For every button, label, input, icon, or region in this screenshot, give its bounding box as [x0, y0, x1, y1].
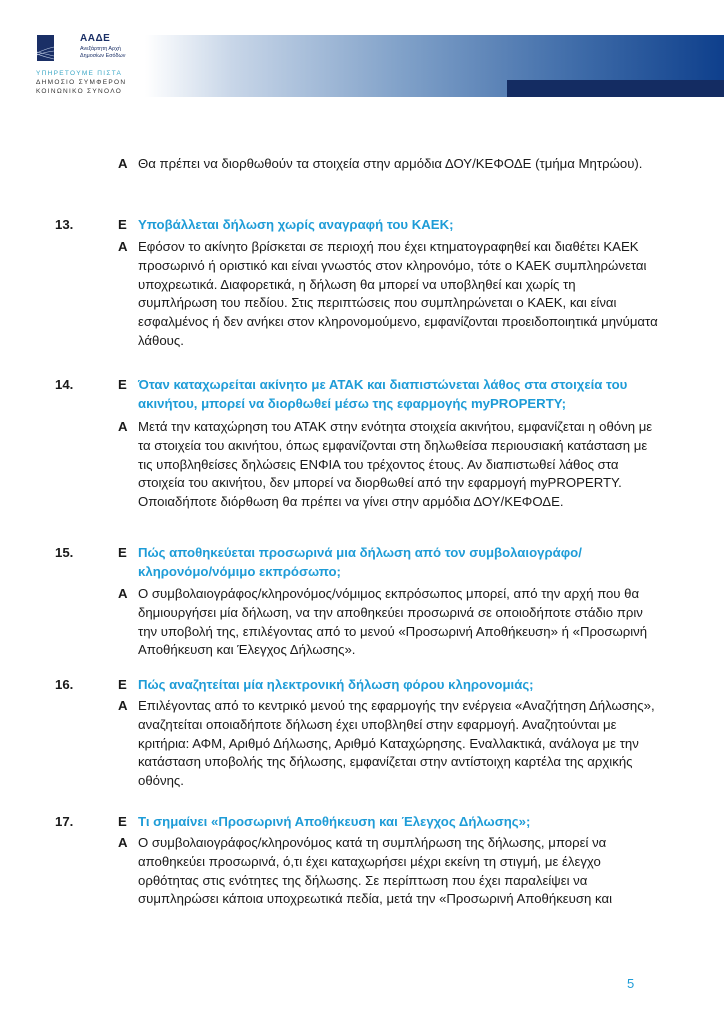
motto-line2: ΔΗΜΟΣΙΟ ΣΥΜΦΕΡΟΝ: [36, 79, 127, 86]
answer-tag: Α: [118, 156, 128, 171]
answer-text: Επιλέγοντας από το κεντρικό μενού της εφαρμογής την ενέργεια «Αναζήτηση Δήλωσης», αναζητείται οποιαδήποτε δήλωση έχει υποβληθεί στην εφαρμογή. Αναζητούνται με κριτήρια: ΑΦΜ, Αριθμό Δήλωσης, Αριθμό Καταχώρησης. Εναλλακτικά, ανάλογα με την κατάσταση υποβολής της δήλωσης, εμφανίζεται στην αντίστοιχη καρτέλα της αρχικής οθόνης.: [138, 698, 655, 789]
question-tag: Ε: [118, 545, 127, 560]
answer-text: Θα πρέπει να διορθωθούν τα στοιχεία στην αρμόδια ΔΟΥ/ΚΕΦΟΔΕ (τμήμα Μητρώου).: [138, 156, 643, 171]
page-header: [0, 0, 724, 110]
answer-text: Ο συμβολαιογράφος/κληρονόμος/νόμιμος εκπρόσωπος μπορεί, από την αρχή που θα δημιουργήσει μία δήλωση, να την αποθηκεύει προσωρινά σε οποιοδήποτε στάδιο πριν την υποβολή της, επιλέγοντας από το μενού «Προσωρινή Αποθήκευση» ή «Προσωρινή Αποθήκευση και Έλεγχος Δήλωσης».: [138, 586, 648, 658]
question-text: Όταν καταχωρείται ακίνητο με ΑΤΑΚ και διαπιστώνεται λάθος στα στοιχεία του ακινήτου, μπορεί να διορθωθεί μέσω της εφαρμογής myPROPERTY;: [138, 377, 628, 411]
question-tag: Ε: [118, 217, 127, 232]
answer-tag: Α: [118, 419, 128, 434]
motto: [36, 69, 126, 96]
answer-tag: Α: [118, 698, 128, 713]
page-number: 5: [627, 976, 635, 991]
question-number: 13.: [55, 217, 74, 232]
question-text: Υποβάλλεται δήλωση χωρίς αναγραφή του ΚΑΕΚ;: [138, 217, 454, 232]
question-tag: Ε: [118, 377, 127, 392]
question-tag: Ε: [118, 677, 127, 692]
answer-tag: Α: [118, 835, 128, 850]
logo-subtitle: [80, 46, 125, 60]
question-number: 16.: [55, 677, 74, 692]
question-text: Πώς αναζητείται μία ηλεκτρονική δήλωση φόρου κληρονομιάς;: [138, 677, 534, 692]
motto-line3: ΚΟΙΝΩΝΙΚΟ ΣΥΝΟΛΟ: [36, 88, 123, 95]
logo-subtitle-line2: Δημοσίων Εσόδων: [80, 53, 126, 59]
header-banner-bar: [507, 80, 724, 97]
answer-tag: Α: [118, 239, 128, 254]
aade-logo-icon: [37, 35, 54, 61]
question-number: 17.: [55, 814, 74, 829]
question-tag: Ε: [118, 814, 127, 829]
answer-text: Εφόσον το ακίνητο βρίσκεται σε περιοχή που έχει κτηματογραφηθεί και διαθέτει ΚΑΕΚ προσωρινό ή οριστικό και είναι γνωστός στον κληρονόμο, τότε ο ΚΑΕΚ συμπληρώνεται υποχρεωτικά. Διαφορετικά, η δήλωση θα μπορεί να υποβληθεί και χωρίς τη συμπλήρωση του πεδίου. Στις περιπτώσεις που συμπληρώνεται ο ΚΑΕΚ, και είναι εσφαλμένος ή δεν ανήκει στον κληρονομούμενο, εμφανίζονται προειδοποιητικά μηνύματα λάθους.: [138, 239, 658, 348]
question-number: 14.: [55, 377, 74, 392]
logo-name: ΑΑΔΕ: [80, 33, 111, 44]
answer-tag: Α: [118, 586, 128, 601]
answer-text: Μετά την καταχώρηση του ΑΤΑΚ στην ενότητα στοιχεία ακινήτου, εμφανίζεται η οθόνη με τα στοιχεία του ακινήτου, όπως εμφανίζονται στη δηλωθείσα περιουσιακή κατάσταση με τις υποβληθείσες δηλώσεις ΕΝΦΙΑ του τρέχοντος έτους. Αν διαπιστωθεί λάθος στα στοιχεία του ακινήτου, δεν μπορεί να διορθωθεί από την εφαρμογή myPROPERTY. Οποιαδήποτε διόρθωση θα πρέπει να γίνει στην αρμόδια ΔΟΥ/ΚΕΦΟΔΕ.: [138, 419, 653, 510]
motto-line1: ΥΠΗΡΕΤΟΥΜΕ ΠΙΣΤΑ: [36, 70, 123, 77]
question-text: Τι σημαίνει «Προσωρινή Αποθήκευση και Έλεγχος Δήλωσης»;: [138, 814, 531, 829]
answer-text: Ο συμβολαιογράφος/κληρονόμος κατά τη συμπλήρωση της δήλωσης, μπορεί να αποθηκεύει προσωρινά, ό,τι έχει καταχωρήσει μέχρι εκείνη τη στιγμή, με έλεγχο ορθότητας στις ενότητες της δήλωσης. Σε περίπτωση που έχει παραλείψει να συμπληρώσει κάποια υποχρεωτικά πεδία, μετά την «Προσωρινή Αποθήκευση και: [138, 835, 613, 907]
question-number: 15.: [55, 545, 74, 560]
logo-subtitle-line1: Ανεξάρτητη Αρχή: [80, 46, 121, 52]
question-text: Πώς αποθηκεύεται προσωρινά μια δήλωση από τον συμβολαιογράφο/ κληρονόμο/νόμιμο εκπρόσωπο;: [138, 545, 582, 579]
